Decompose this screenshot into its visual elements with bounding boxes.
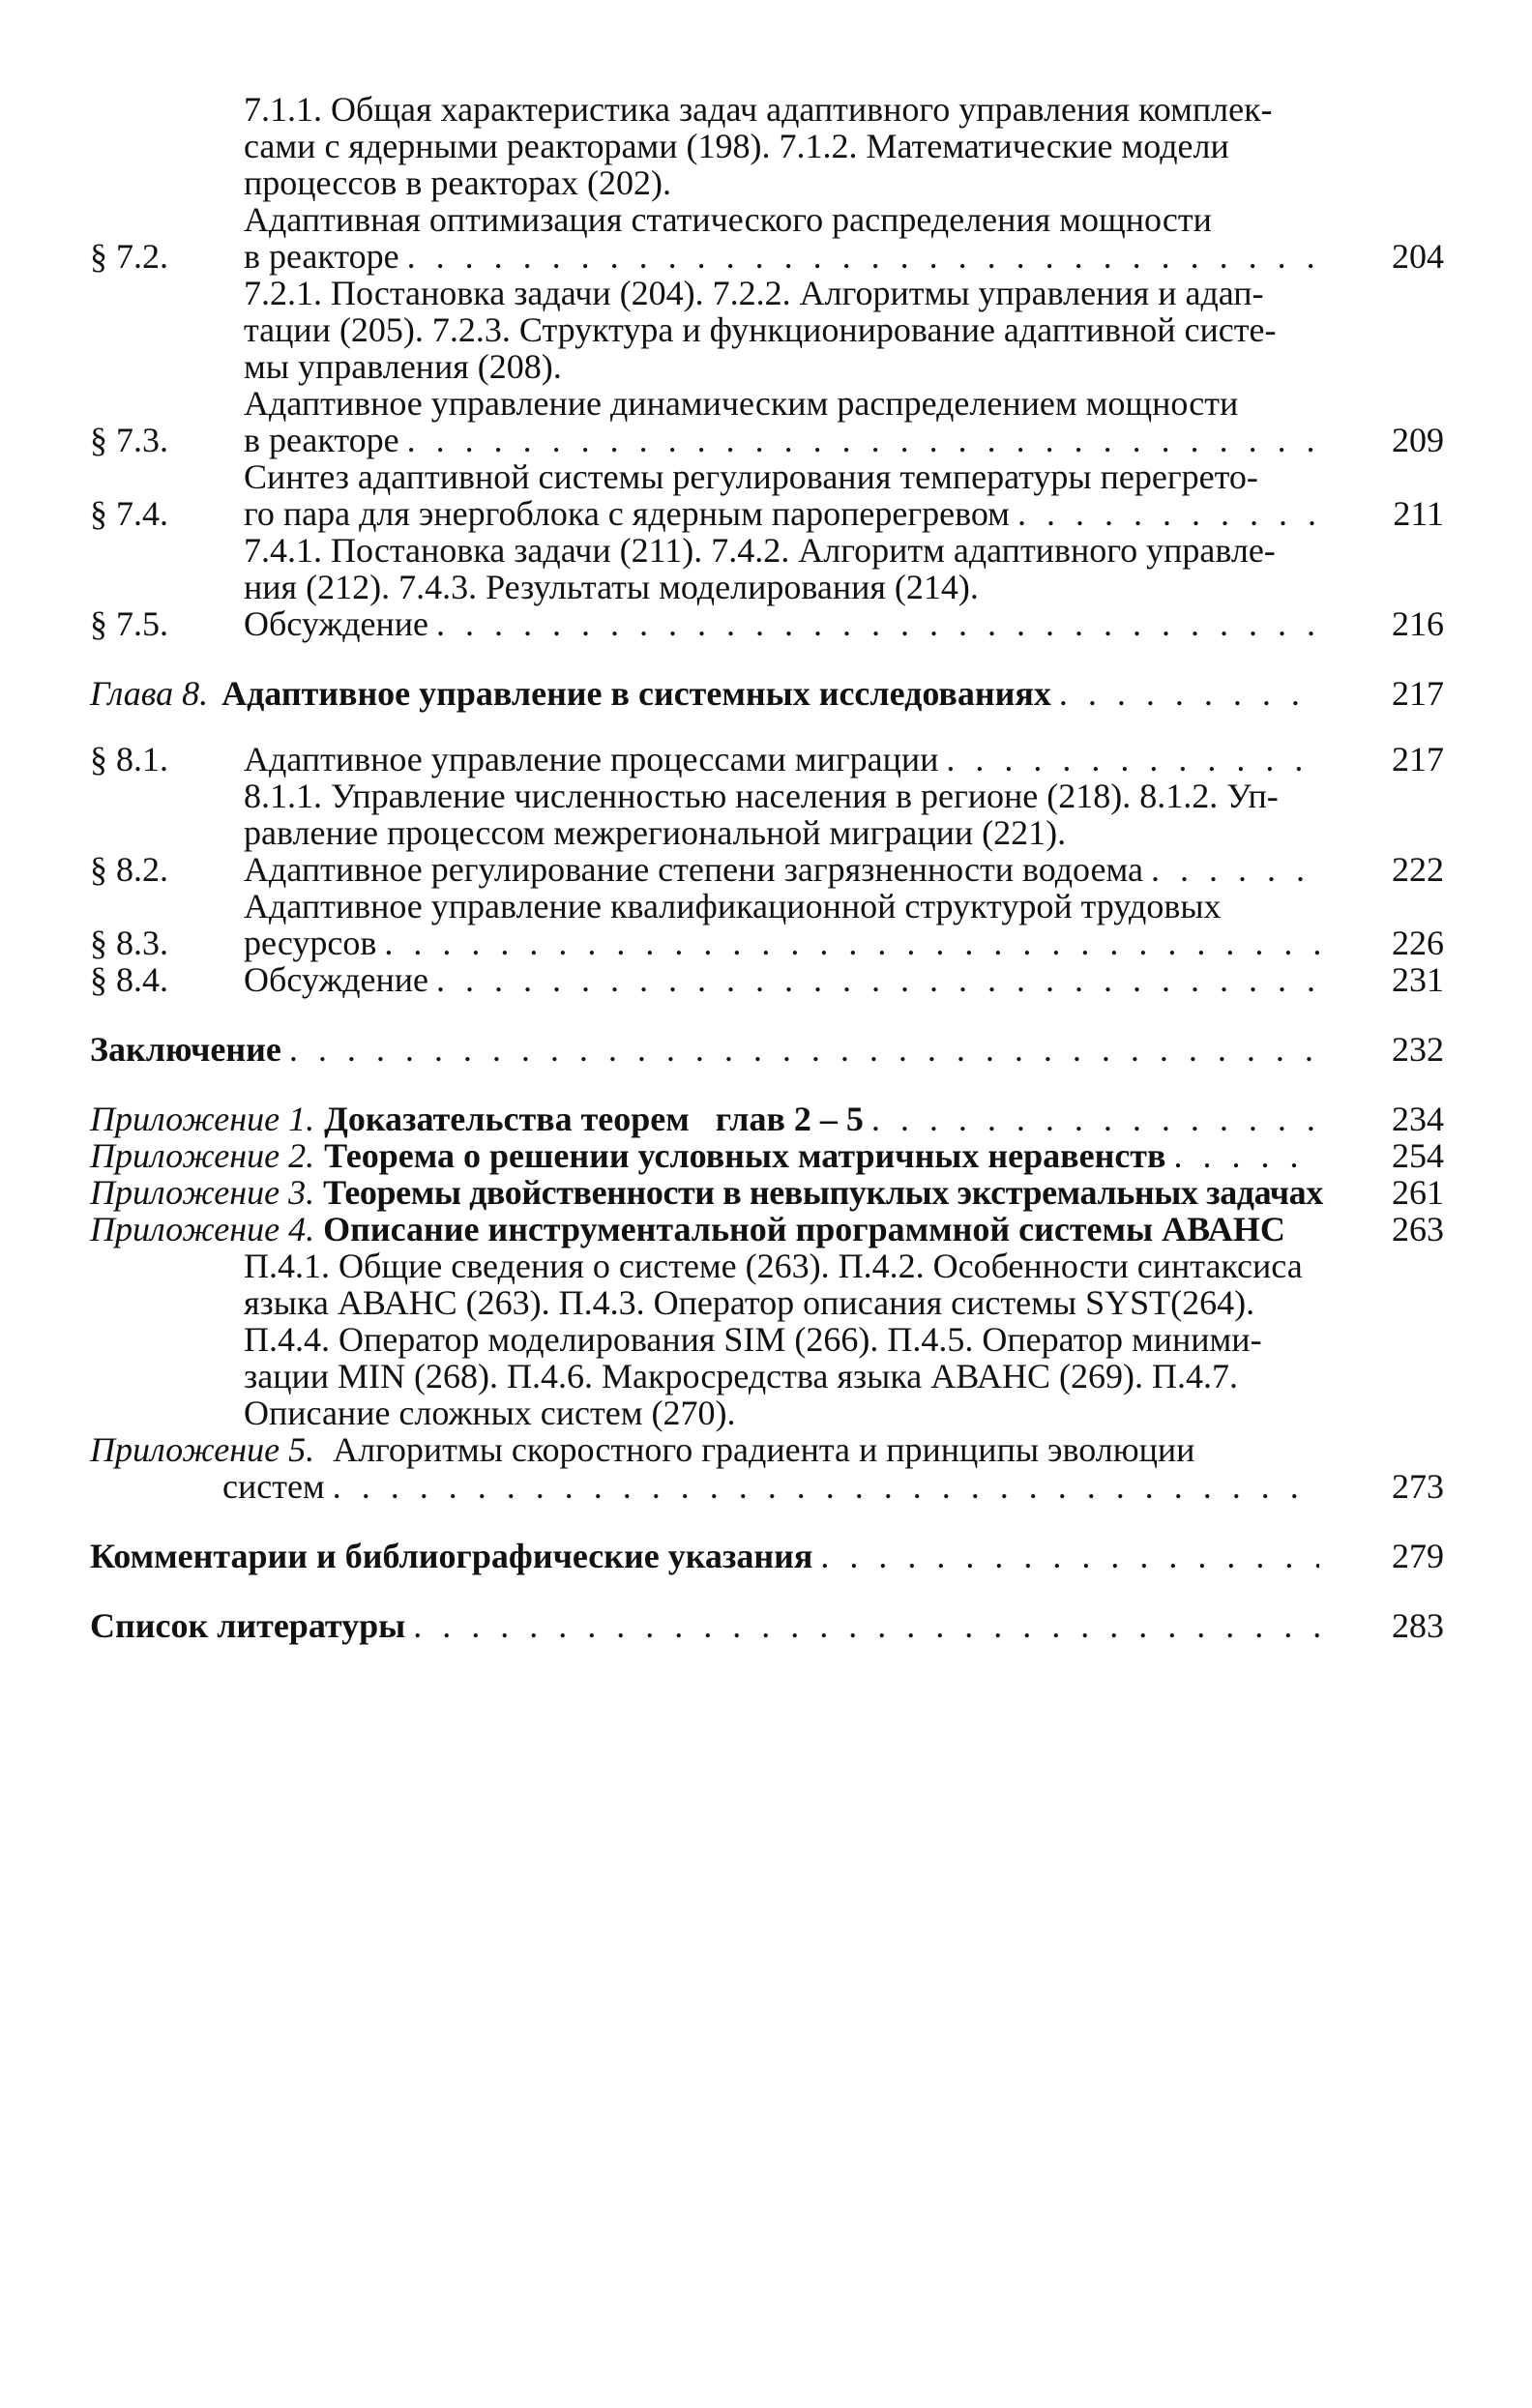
entry-title-line <box>90 1431 1319 1468</box>
entry-title-leader <box>90 1607 1319 1644</box>
section-title-leader <box>244 495 1319 532</box>
dot-leader <box>864 1101 1319 1137</box>
toc-text-line: языка АВАНС (263). П.4.3. Оператор описания системы SYST(264). <box>244 1283 1255 1322</box>
page-number: 273 <box>1392 1467 1444 1506</box>
toc-entry-7-2[interactable] <box>90 201 1444 275</box>
section-title-line: ресурсов <box>244 924 377 962</box>
section-title-leader <box>244 605 1319 642</box>
section-title: Обсуждение <box>244 604 429 643</box>
toc-text-line: сами с ядерными реакторами (198). 7.1.2. Математические модели <box>244 127 1229 165</box>
toc-text-line: ния (212). 7.4.3. Результаты моделирования (214). <box>244 568 979 606</box>
toc-entry-chapter-8[interactable] <box>90 675 1444 712</box>
section-title: Обсуждение <box>244 960 429 999</box>
appendix-label: Приложение 4. <box>90 1210 315 1248</box>
toc-text-line: 8.1.1. Управление численностью населения в регионе (218). 8.1.2. Уп- <box>244 777 1279 815</box>
page-number: 217 <box>1392 674 1444 713</box>
table-of-contents <box>90 91 1444 1644</box>
entry-title-leader <box>90 1101 1319 1137</box>
toc-text-line: зации MIN (268). П.4.6. Макросредства языка АВАНС (269). П.4.7. <box>244 1357 1238 1395</box>
section-number: § 8.3. <box>90 924 168 962</box>
page-number: 283 <box>1392 1606 1444 1645</box>
toc-entry-appendix-2[interactable] <box>90 1137 1444 1174</box>
entry-title <box>90 1211 1319 1248</box>
dot-leader <box>376 925 1319 961</box>
page-number: 217 <box>1392 740 1444 778</box>
toc-entry-references[interactable] <box>90 1607 1444 1644</box>
section-title-line: Адаптивное управление квалификационной структурой трудовых <box>244 887 1222 925</box>
section-title <box>244 888 1319 961</box>
chapter-title-leader <box>90 675 1319 712</box>
dot-leader <box>399 238 1319 275</box>
appendix-title: Теорема о решении условных матричных неравенств <box>324 1136 1166 1175</box>
page-number: 254 <box>1392 1136 1444 1175</box>
toc-entry-conclusion[interactable] <box>90 1031 1444 1068</box>
section-title-leader <box>244 238 1319 275</box>
appendix-title: Теоремы двойственности в невыпуклых экстремальных задачах <box>323 1173 1323 1212</box>
toc-text-line: процессов в реакторах (202). <box>244 163 671 202</box>
appendix-title: Алгоритмы скоростного градиента и принципы эволюции <box>333 1430 1195 1469</box>
section-title-line: го пара для энергоблока с ядерным пароперегревом <box>244 494 1010 533</box>
page-number: 209 <box>1392 421 1444 459</box>
toc-entry-7-3[interactable] <box>90 385 1444 458</box>
entry-title-leader <box>90 1538 1319 1574</box>
section-title: Адаптивное управление процессами миграции <box>244 740 939 778</box>
dot-leader <box>405 1607 1319 1644</box>
section-title <box>244 385 1319 458</box>
section-number: § 8.1. <box>90 740 168 778</box>
toc-text-line: 7.2.1. Постановка задачи (204). 7.2.2. Алгоритмы управления и адап- <box>244 274 1264 312</box>
appendix-title: Доказательства теорем глав 2 – 5 <box>324 1100 864 1138</box>
page-number: 226 <box>1392 924 1444 962</box>
toc-subsections-7-1 <box>244 91 1319 201</box>
section-number: § 7.3. <box>90 421 168 459</box>
toc-text-line: Описание сложных систем (270). <box>244 1394 736 1432</box>
page-number: 231 <box>1392 960 1444 999</box>
toc-subsections-8-1 <box>244 778 1319 851</box>
section-number: § 8.4. <box>90 960 168 999</box>
toc-entry-appendix-5[interactable] <box>90 1431 1444 1505</box>
section-title-line: Адаптивная оптимизация статического распределения мощности <box>244 200 1212 239</box>
entry-title <box>90 1431 1319 1505</box>
toc-entry-8-1[interactable] <box>90 741 1444 778</box>
entry-title-leader <box>222 1468 1319 1505</box>
dot-leader <box>281 1031 1319 1068</box>
appendix-label: Приложение 2. <box>90 1136 315 1175</box>
section-title <box>244 201 1319 275</box>
toc-entry-8-2[interactable] <box>90 851 1444 888</box>
toc-text-line: 7.4.1. Постановка задачи (211). 7.4.2. Алгоритм адаптивного управле- <box>244 531 1276 570</box>
section-title-leader <box>244 925 1319 961</box>
page-number: 261 <box>1392 1173 1444 1212</box>
dot-leader <box>325 1468 1319 1505</box>
section-title-line: в реакторе <box>244 237 399 276</box>
toc-text-line: П.4.1. Общие сведения о системе (263). П.4.2. Особенности синтаксиса <box>244 1247 1303 1285</box>
appendix-label: Приложение 3. <box>90 1173 315 1212</box>
chapter-label: Глава 8. <box>90 674 209 713</box>
section-title-leader <box>244 851 1319 888</box>
dot-leader <box>938 741 1319 778</box>
section-title-line: в реакторе <box>244 421 399 459</box>
entry-title <box>90 1173 1323 1212</box>
toc-entry-7-4[interactable] <box>90 458 1444 532</box>
toc-text-line: равление процессом межрегиональной миграции (221). <box>244 813 1067 852</box>
dot-leader <box>1165 1137 1319 1174</box>
dot-leader <box>1010 495 1319 532</box>
toc-entry-appendix-1[interactable] <box>90 1101 1444 1137</box>
page-number: 211 <box>1393 494 1444 533</box>
section-title-leader <box>244 961 1319 998</box>
section-title-line: Синтез адаптивной системы регулирования температуры перегрето- <box>244 457 1258 496</box>
page-number: 232 <box>1392 1030 1444 1069</box>
toc-entry-appendix-4[interactable] <box>90 1211 1444 1248</box>
entry-title-leader <box>90 1137 1319 1174</box>
section-number: § 8.2. <box>90 850 168 889</box>
appendix-title: Описание инструментальной программной системы АВАНС <box>323 1210 1285 1248</box>
dot-leader <box>399 422 1319 458</box>
dot-leader <box>1143 851 1319 888</box>
toc-entry-8-3[interactable] <box>90 888 1444 961</box>
section-number: § 7.4. <box>90 494 168 533</box>
toc-subsections-7-2 <box>244 275 1319 385</box>
appendix-title: систем <box>222 1467 325 1506</box>
appendix-label: Приложение 5. <box>90 1430 315 1469</box>
section-title-leader <box>244 422 1319 458</box>
toc-entry-comments[interactable] <box>90 1538 1444 1574</box>
dot-leader <box>428 605 1319 642</box>
toc-entry-appendix-3[interactable] <box>90 1174 1444 1211</box>
appendix-label: Приложение 1. <box>90 1100 315 1138</box>
section-title: Адаптивное регулирование степени загрязненности водоема <box>244 850 1143 889</box>
toc-text-line: мы управления (208). <box>244 347 562 386</box>
section-title-line: Адаптивное управление динамическим распределением мощности <box>244 384 1239 423</box>
entry-title: Список литературы <box>90 1606 406 1645</box>
section-title-leader <box>244 741 1319 778</box>
chapter-title: Адаптивное управление в системных исследованиях <box>221 674 1051 713</box>
dot-leader <box>812 1538 1319 1574</box>
toc-subsections-appendix-4 <box>244 1248 1319 1431</box>
dot-leader <box>1051 675 1319 712</box>
page-number: 279 <box>1392 1537 1444 1575</box>
toc-entry-7-5[interactable] <box>90 605 1444 642</box>
dot-leader <box>428 961 1319 998</box>
toc-text-line: 7.1.1. Общая характеристика задач адаптивного управления комплек- <box>244 90 1273 129</box>
toc-text-line: П.4.4. Оператор моделирования SIM (266). П.4.5. Оператор миними- <box>244 1320 1262 1359</box>
page-number: 263 <box>1392 1210 1444 1248</box>
entry-title: Комментарии и библиографические указания <box>90 1537 813 1575</box>
page-number: 222 <box>1392 850 1444 889</box>
page-number: 234 <box>1392 1100 1444 1138</box>
page-number: 204 <box>1392 237 1444 276</box>
section-number: § 7.5. <box>90 604 168 643</box>
toc-entry-8-4[interactable] <box>90 961 1444 998</box>
page-number: 216 <box>1392 604 1444 643</box>
toc-subsections-7-4 <box>244 532 1319 605</box>
section-title <box>244 458 1319 532</box>
toc-text-line: тации (205). 7.2.3. Структура и функционирование адаптивной систе- <box>244 310 1277 349</box>
section-number: § 7.2. <box>90 237 168 276</box>
entry-title-leader <box>90 1031 1319 1068</box>
entry-title: Заключение <box>90 1030 281 1069</box>
